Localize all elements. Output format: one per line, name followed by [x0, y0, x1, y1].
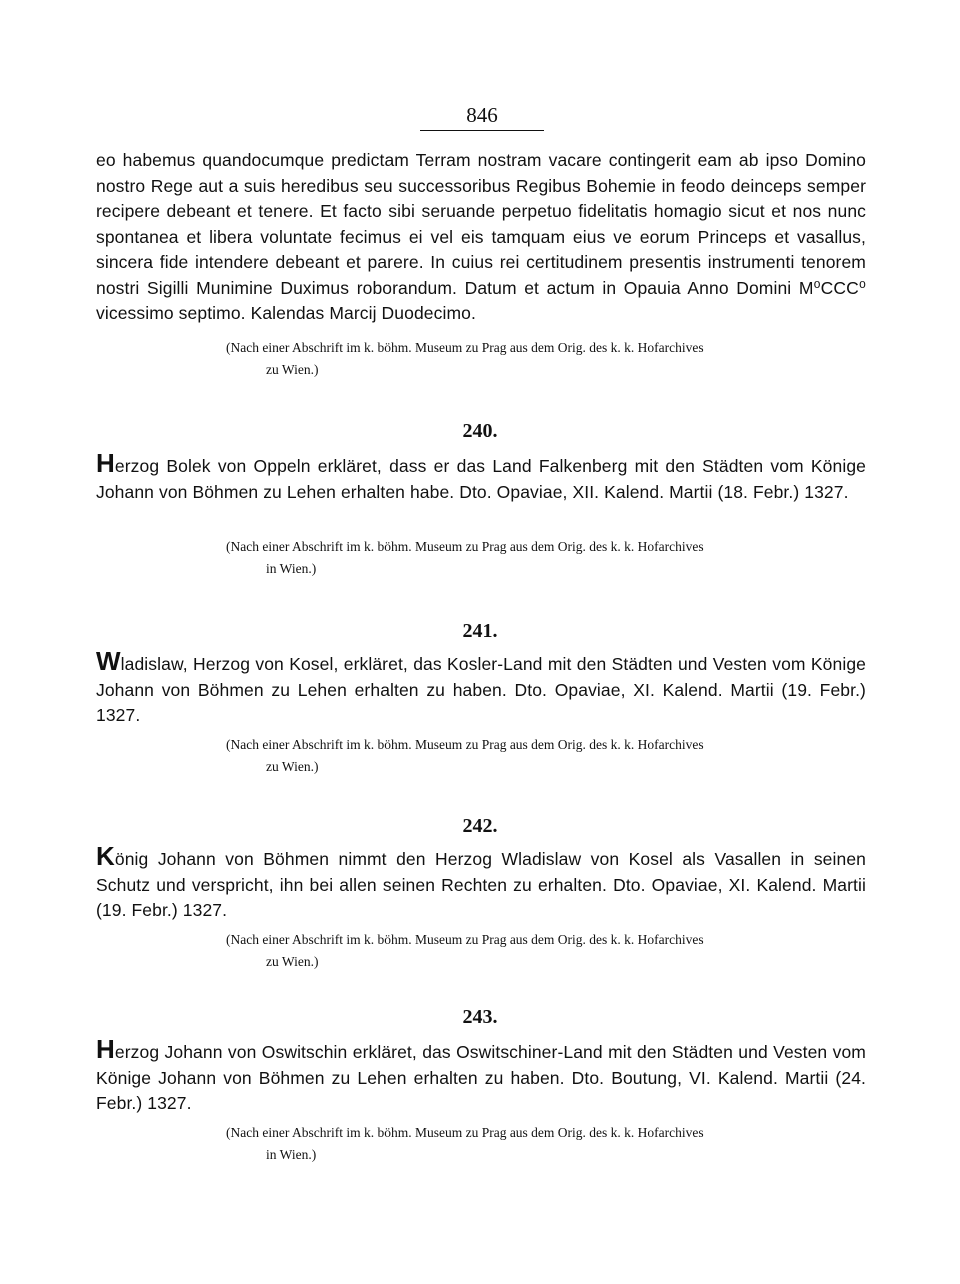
source-note-line: zu Wien.): [266, 759, 319, 774]
entry-source-note: [226, 1122, 866, 1166]
source-note-line: in Wien.): [266, 561, 317, 576]
page-number: 846: [420, 100, 544, 131]
entry-number: 240.: [462, 420, 498, 442]
initial-letter: W: [96, 646, 121, 676]
entry-text: önig Johann von Böhmen nimmt den Herzog Wladislaw von Kosel als Vasallen in seinen Schutz und verspricht, ihn bei allen seinen Rechten zu erhalten. Dto. Opaviae, XI. Kalend. Martii (19. Febr.) 1327.: [96, 849, 866, 920]
entry-paragraph: [96, 1034, 866, 1117]
initial-letter: K: [96, 841, 115, 871]
entry-paragraph: [96, 841, 866, 924]
source-note-line: in Wien.): [266, 1147, 317, 1162]
entry-source-note: [226, 536, 866, 580]
intro-source-note: [226, 337, 866, 381]
entry-number: 242.: [462, 815, 498, 837]
entry-source-note: [226, 734, 866, 778]
initial-letter: H: [96, 448, 115, 478]
source-note-line: (Nach einer Abschrift im k. böhm. Museum zu Prag aus dem Orig. des k. k. Hofarchives: [226, 340, 704, 355]
source-note-line: (Nach einer Abschrift im k. böhm. Museum zu Prag aus dem Orig. des k. k. Hofarchives: [226, 1125, 704, 1140]
source-note-line: (Nach einer Abschrift im k. böhm. Museum zu Prag aus dem Orig. des k. k. Hofarchives: [226, 737, 704, 752]
entry-text: ladislaw, Herzog von Kosel, erkläret, das Kosler-Land mit den Städten und Vesten vom Könige Johann von Böhmen zu Lehen erhalten zu haben. Dto. Opaviae, XI. Kalend. Martii (19. Febr.) 1327.: [96, 654, 866, 725]
entry-paragraph: [96, 646, 866, 729]
source-note-line: (Nach einer Abschrift im k. böhm. Museum zu Prag aus dem Orig. des k. k. Hofarchives: [226, 932, 704, 947]
initial-letter: H: [96, 1034, 115, 1064]
entry-number: 241.: [462, 620, 498, 642]
entry-source-note: [226, 929, 866, 973]
intro-paragraph: eo habemus quandocumque predictam Terram nostram vacare contingerit eam ab ipso Domino nostro Rege aut a suis heredibus seu successoribus Regibus Bohemie in feodo deinceps semper recipere debeant et tenere. Et facto sibi seruande perpetuo fidelitatis homagio sicut et nos nunc spontanea et libera voluntate fecimus ei vel eis tamquam eius ve eorum Princeps et vasallus, sincera fide intendere debeant et parere. In cuius rei certitudinem presentis instrumenti tenorem nostri Sigilli Munimine Duximus roborandum. Datum et actum in Opauia Anno Domini M⁰CCC⁰ vicessimo septimo. Kalendas Marcij Duodecimo.: [96, 150, 866, 323]
entry-paragraph: [96, 448, 866, 505]
entry-text: erzog Bolek von Oppeln erkläret, dass er das Land Falkenberg mit den Städten vom Könige Johann von Böhmen zu Lehen erhalten habe. Dto. Opaviae, XII. Kalend. Martii (18. Febr.) 1327.: [96, 456, 866, 502]
source-note-line: zu Wien.): [266, 362, 319, 377]
source-note-line: zu Wien.): [266, 954, 319, 969]
source-note-line: (Nach einer Abschrift im k. böhm. Museum zu Prag aus dem Orig. des k. k. Hofarchives: [226, 539, 704, 554]
entry-number: 243.: [462, 1006, 498, 1028]
entry-text: erzog Johann von Oswitschin erkläret, das Oswitschiner-Land mit den Städten und Vesten vom Könige Johann von Böhmen zu Lehen erhalten zu haben. Dto. Boutung, VI. Kalend. Martii (24. Febr.) 1327.: [96, 1042, 866, 1113]
